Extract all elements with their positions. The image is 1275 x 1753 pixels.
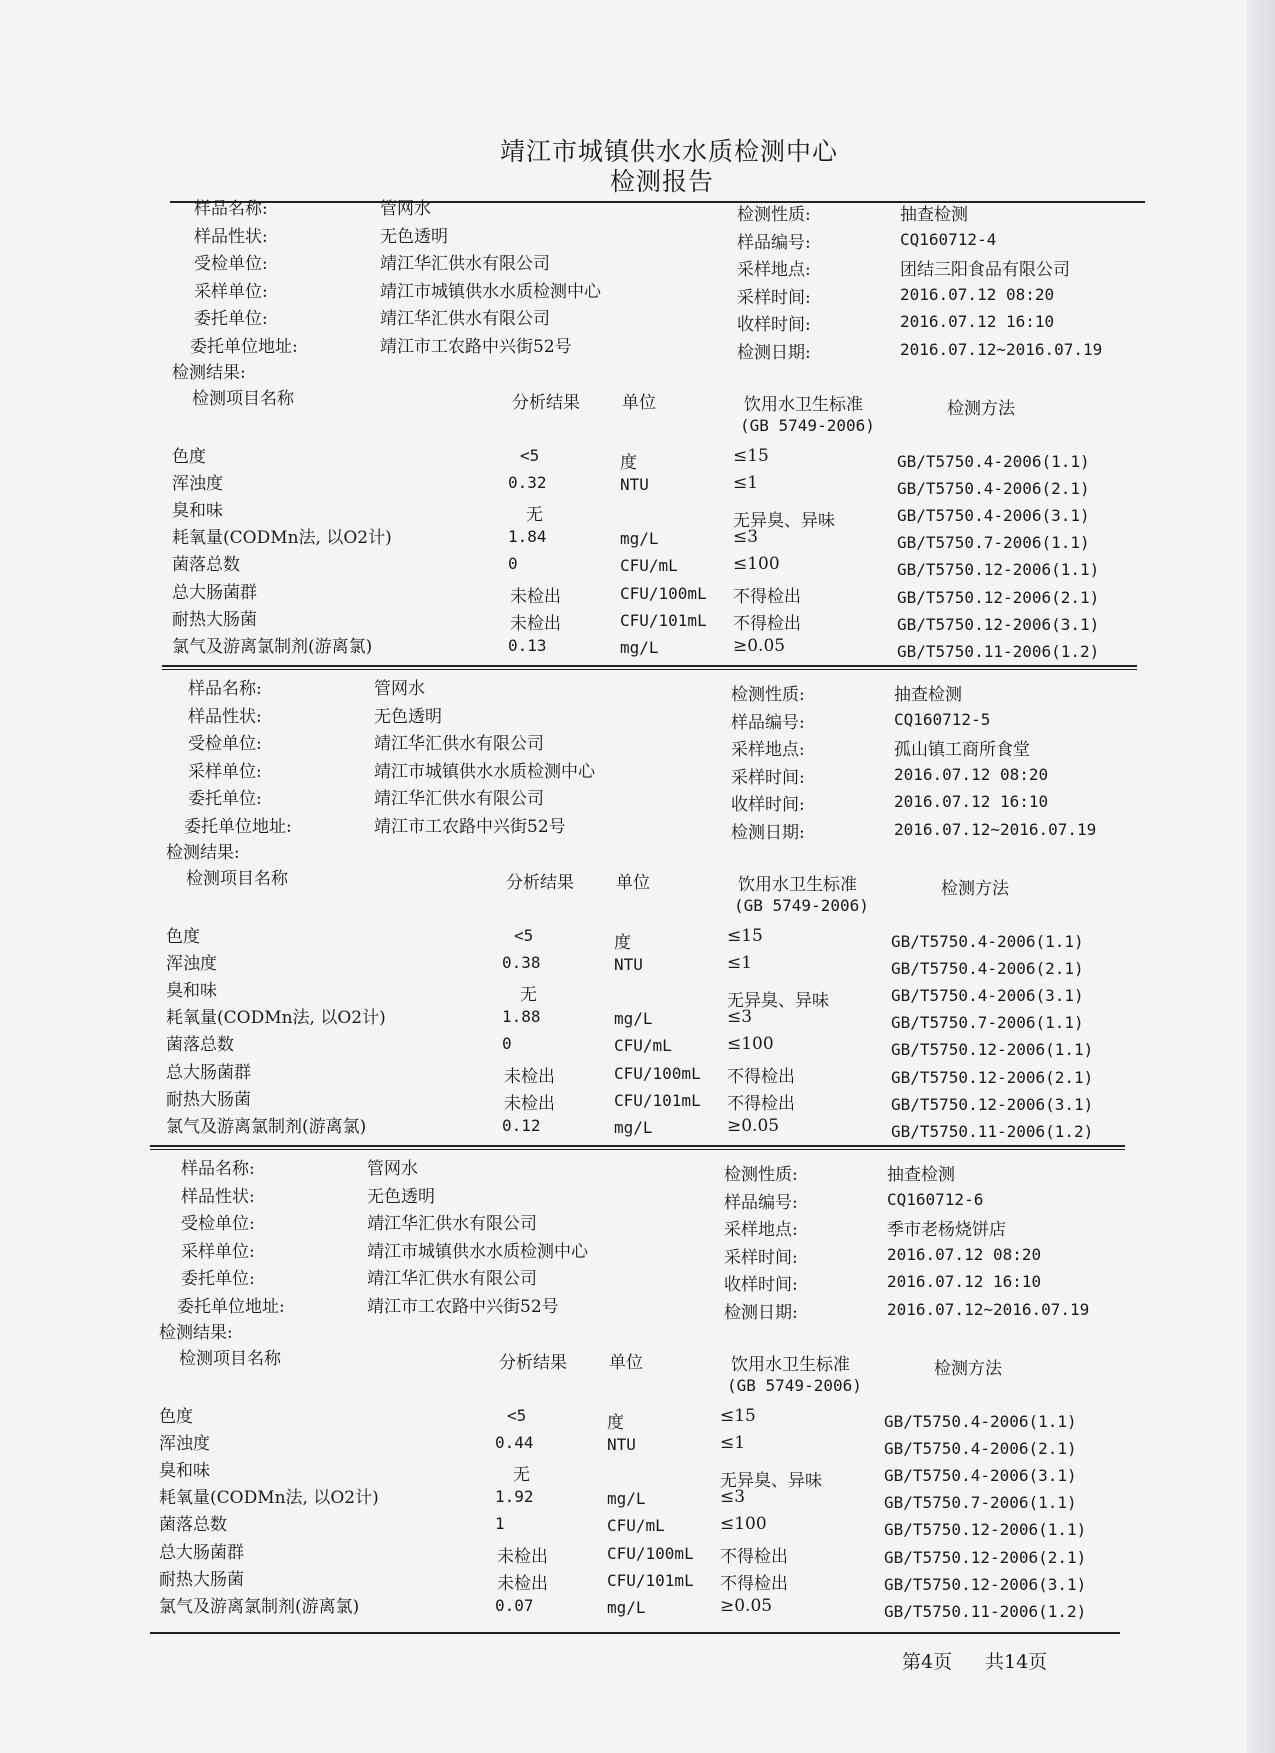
item-standard: 不得检出 bbox=[727, 1093, 795, 1114]
item-unit: CFU/101mL bbox=[607, 1570, 694, 1590]
value-sample-name: 管网水 bbox=[380, 199, 431, 219]
item-unit: CFU/mL bbox=[620, 556, 678, 576]
item-standard: ≤1 bbox=[733, 472, 759, 493]
item-result: 无 bbox=[520, 985, 537, 1005]
item-unit: NTU bbox=[614, 954, 643, 974]
label-sample-state: 样品性状: bbox=[194, 226, 268, 247]
item-unit: NTU bbox=[607, 1434, 636, 1454]
label-test-nature: 检测性质: bbox=[731, 685, 805, 705]
value-receiving-time: 2016.07.12 16:10 bbox=[900, 312, 1055, 332]
value-client-unit: 靖江华汇供水有限公司 bbox=[367, 1269, 537, 1290]
column-header-method: 检测方法 bbox=[947, 398, 1015, 419]
item-result: 未检出 bbox=[510, 613, 561, 634]
item-method: GB/T5750.11-2006(1.2) bbox=[891, 1122, 1094, 1141]
item-unit: CFU/101mL bbox=[620, 610, 707, 630]
item-standard: ≤3 bbox=[720, 1487, 746, 1508]
item-standard: ≤100 bbox=[720, 1514, 767, 1535]
item-name: 菌落总数 bbox=[172, 555, 240, 576]
value-sampling-time: 2016.07.12 08:20 bbox=[900, 284, 1055, 304]
label-receiving-time: 收样时间: bbox=[731, 795, 805, 816]
item-name: 氯气及游离氯制剂(游离氯) bbox=[172, 637, 373, 657]
label-sample-state: 样品性状: bbox=[188, 706, 262, 727]
column-header-standard: 饮用水卫生标准 bbox=[738, 874, 857, 895]
item-method: GB/T5750.4-2006(2.1) bbox=[891, 958, 1084, 978]
item-result: 1 bbox=[495, 1514, 505, 1534]
item-name: 耗氧量(CODMn法, 以O2计) bbox=[159, 1488, 379, 1509]
item-standard: 不得检出 bbox=[720, 1546, 788, 1567]
column-header-item: 检测项目名称 bbox=[186, 868, 288, 889]
item-method: GB/T5750.11-2006(1.2) bbox=[897, 642, 1100, 661]
value-inspected-unit: 靖江华汇供水有限公司 bbox=[374, 734, 544, 755]
column-header-unit: 单位 bbox=[616, 872, 650, 893]
item-name: 菌落总数 bbox=[159, 1515, 227, 1536]
item-name: 浑浊度 bbox=[159, 1433, 210, 1454]
value-test-nature: 抽查检测 bbox=[894, 685, 962, 705]
value-sample-name: 管网水 bbox=[374, 679, 425, 699]
value-sampling-site: 孤山镇工商所食堂 bbox=[894, 740, 1030, 761]
item-standard: 不得检出 bbox=[733, 586, 801, 607]
column-header-standard: 饮用水卫生标准 bbox=[731, 1354, 850, 1375]
label-client-unit: 委托单位: bbox=[188, 789, 262, 810]
value-client-address: 靖江市工农路中兴街52号 bbox=[380, 337, 572, 357]
column-header-method: 检测方法 bbox=[941, 878, 1009, 899]
value-test-nature: 抽查检测 bbox=[900, 205, 968, 225]
item-name: 耐热大肠菌 bbox=[159, 1569, 244, 1590]
item-result: 未检出 bbox=[504, 1093, 555, 1114]
column-header-standard-sub: (GB 5749-2006) bbox=[734, 895, 869, 915]
label-sample-name: 样品名称: bbox=[194, 199, 268, 219]
label-receiving-time: 收样时间: bbox=[737, 315, 811, 336]
block-separator bbox=[162, 665, 1137, 667]
label-sampling-time: 采样时间: bbox=[737, 287, 811, 308]
item-name: 耗氧量(CODMn法, 以O2计) bbox=[172, 528, 392, 549]
item-result: 0.32 bbox=[508, 472, 547, 492]
value-client-unit: 靖江华汇供水有限公司 bbox=[374, 789, 544, 810]
label-sampling-time: 采样时间: bbox=[731, 767, 805, 788]
item-name: 总大肠菌群 bbox=[159, 1542, 244, 1563]
label-inspected-unit: 受检单位: bbox=[181, 1214, 255, 1235]
item-result: 1.92 bbox=[495, 1487, 534, 1507]
item-name: 菌落总数 bbox=[166, 1035, 234, 1056]
item-name: 色度 bbox=[166, 926, 200, 947]
label-client-address: 委托单位地址: bbox=[190, 337, 298, 357]
label-sample-name: 样品名称: bbox=[188, 679, 262, 699]
column-header-result: 分析结果 bbox=[499, 1352, 567, 1373]
column-header-standard-sub: (GB 5749-2006) bbox=[727, 1375, 862, 1395]
value-client-address: 靖江市工农路中兴街52号 bbox=[374, 817, 566, 837]
item-unit: CFU/100mL bbox=[614, 1063, 701, 1083]
item-unit: mg/L bbox=[620, 529, 659, 549]
value-client-unit: 靖江华汇供水有限公司 bbox=[380, 309, 550, 330]
block-separator bbox=[150, 1149, 1125, 1150]
item-standard: ≤100 bbox=[733, 554, 780, 575]
item-method: GB/T5750.7-2006(1.1) bbox=[891, 1013, 1084, 1033]
item-standard: ≤15 bbox=[727, 925, 763, 946]
item-result: 无 bbox=[526, 505, 543, 525]
item-result: 0.13 bbox=[508, 636, 547, 655]
item-standard: 无异臭、异味 bbox=[733, 511, 835, 531]
column-header-unit: 单位 bbox=[622, 392, 656, 413]
item-name: 浑浊度 bbox=[166, 953, 217, 974]
value-sampling-time: 2016.07.12 08:20 bbox=[887, 1244, 1042, 1264]
item-method: GB/T5750.12-2006(3.1) bbox=[891, 1094, 1094, 1114]
column-header-item: 检测项目名称 bbox=[179, 1348, 281, 1369]
value-sampling-unit: 靖江市城镇供水水质检测中心 bbox=[380, 281, 601, 302]
label-test-date: 检测日期: bbox=[731, 823, 805, 843]
value-sampling-site: 团结三阳食品有限公司 bbox=[900, 260, 1070, 281]
item-unit: mg/L bbox=[607, 1598, 646, 1617]
item-name: 臭和味 bbox=[159, 1461, 210, 1481]
item-standard: ≤3 bbox=[733, 527, 759, 548]
item-result: 0.07 bbox=[495, 1596, 534, 1615]
item-unit: mg/L bbox=[614, 1009, 653, 1029]
label-sample-no: 样品编号: bbox=[737, 232, 811, 253]
block-separator bbox=[162, 669, 1137, 670]
label-client-unit: 委托单位: bbox=[181, 1269, 255, 1290]
item-result: 0.12 bbox=[502, 1116, 541, 1135]
item-result: 未检出 bbox=[504, 1066, 555, 1087]
page-number: 第4页 bbox=[902, 1651, 953, 1673]
item-result: 0 bbox=[508, 554, 518, 574]
item-name: 浑浊度 bbox=[172, 473, 223, 494]
value-sample-no: CQ160712-6 bbox=[887, 1189, 984, 1209]
item-method: GB/T5750.4-2006(1.1) bbox=[891, 931, 1084, 951]
item-result: 未检出 bbox=[510, 586, 561, 607]
column-header-item: 检测项目名称 bbox=[192, 388, 294, 409]
item-name: 耗氧量(CODMn法, 以O2计) bbox=[166, 1008, 386, 1029]
item-unit: mg/L bbox=[620, 638, 659, 657]
block-separator bbox=[170, 201, 1145, 203]
label-test-nature: 检测性质: bbox=[737, 205, 811, 225]
item-result: 未检出 bbox=[497, 1546, 548, 1567]
value-sample-name: 管网水 bbox=[367, 1159, 418, 1179]
label-client-unit: 委托单位: bbox=[194, 309, 268, 330]
item-name: 色度 bbox=[159, 1406, 193, 1427]
label-sampling-unit: 采样单位: bbox=[194, 281, 268, 302]
value-sample-no: CQ160712-5 bbox=[894, 709, 991, 729]
item-standard: ≤1 bbox=[720, 1432, 746, 1453]
label-receiving-time: 收样时间: bbox=[724, 1275, 798, 1296]
results-label: 检测结果: bbox=[159, 1322, 233, 1343]
label-sampling-time: 采样时间: bbox=[724, 1247, 798, 1268]
value-inspected-unit: 靖江华汇供水有限公司 bbox=[380, 254, 550, 275]
item-method: GB/T5750.12-2006(3.1) bbox=[897, 614, 1100, 634]
item-method: GB/T5750.4-2006(3.1) bbox=[891, 986, 1084, 1005]
label-client-address: 委托单位地址: bbox=[184, 817, 292, 837]
item-method: GB/T5750.12-2006(1.1) bbox=[884, 1520, 1087, 1540]
item-unit: NTU bbox=[620, 474, 649, 494]
label-sample-state: 样品性状: bbox=[181, 1186, 255, 1207]
item-standard: ≤15 bbox=[720, 1405, 756, 1426]
value-test-date: 2016.07.12~2016.07.19 bbox=[887, 1300, 1090, 1319]
item-result: <5 bbox=[507, 1405, 527, 1425]
value-test-nature: 抽查检测 bbox=[887, 1165, 955, 1185]
item-result: 0 bbox=[502, 1034, 512, 1054]
item-name: 氯气及游离氯制剂(游离氯) bbox=[159, 1597, 360, 1617]
results-label: 检测结果: bbox=[172, 362, 246, 383]
column-header-method: 检测方法 bbox=[934, 1358, 1002, 1379]
item-method: GB/T5750.4-2006(2.1) bbox=[897, 478, 1090, 498]
item-unit: 度 bbox=[607, 1412, 624, 1433]
item-method: GB/T5750.11-2006(1.2) bbox=[884, 1602, 1087, 1621]
column-header-result: 分析结果 bbox=[506, 872, 574, 893]
item-name: 色度 bbox=[172, 446, 206, 467]
value-client-address: 靖江市工农路中兴街52号 bbox=[367, 1297, 559, 1317]
label-sampling-unit: 采样单位: bbox=[188, 761, 262, 782]
item-standard: ≥0.05 bbox=[733, 636, 786, 656]
label-sampling-unit: 采样单位: bbox=[181, 1241, 255, 1262]
label-sampling-site: 采样地点: bbox=[737, 260, 811, 281]
item-result: <5 bbox=[520, 445, 540, 465]
item-unit: 度 bbox=[614, 932, 631, 953]
value-sample-state: 无色透明 bbox=[367, 1186, 435, 1207]
item-method: GB/T5750.12-2006(2.1) bbox=[884, 1547, 1087, 1567]
item-standard: ≥0.05 bbox=[727, 1116, 780, 1136]
item-standard: ≤1 bbox=[727, 952, 753, 973]
item-standard: 不得检出 bbox=[733, 613, 801, 634]
value-test-date: 2016.07.12~2016.07.19 bbox=[900, 340, 1103, 359]
item-name: 总大肠菌群 bbox=[166, 1062, 251, 1083]
value-receiving-time: 2016.07.12 16:10 bbox=[887, 1272, 1042, 1292]
item-unit: CFU/mL bbox=[607, 1516, 665, 1536]
item-unit: mg/L bbox=[607, 1489, 646, 1509]
item-method: GB/T5750.12-2006(3.1) bbox=[884, 1574, 1087, 1594]
item-standard: ≤100 bbox=[727, 1034, 774, 1055]
item-method: GB/T5750.12-2006(2.1) bbox=[897, 587, 1100, 607]
block-separator bbox=[150, 1145, 1125, 1147]
report-title: 靖江市城镇供水水质检测中心 bbox=[500, 137, 839, 166]
item-result: 1.84 bbox=[508, 527, 547, 547]
item-result: 未检出 bbox=[497, 1573, 548, 1594]
column-header-unit: 单位 bbox=[609, 1352, 643, 1373]
label-sample-no: 样品编号: bbox=[731, 712, 805, 733]
item-unit: CFU/mL bbox=[614, 1036, 672, 1056]
item-name: 总大肠菌群 bbox=[172, 582, 257, 603]
label-inspected-unit: 受检单位: bbox=[188, 734, 262, 755]
label-sample-no: 样品编号: bbox=[724, 1192, 798, 1213]
item-name: 耐热大肠菌 bbox=[166, 1089, 251, 1110]
item-name: 氯气及游离氯制剂(游离氯) bbox=[166, 1117, 367, 1137]
label-test-date: 检测日期: bbox=[724, 1303, 798, 1323]
label-client-address: 委托单位地址: bbox=[177, 1297, 285, 1317]
item-result: 0.44 bbox=[495, 1432, 534, 1452]
label-sampling-site: 采样地点: bbox=[731, 740, 805, 761]
bottom-rule bbox=[150, 1632, 1120, 1634]
item-result: <5 bbox=[514, 925, 534, 945]
item-method: GB/T5750.12-2006(1.1) bbox=[897, 560, 1100, 580]
item-method: GB/T5750.7-2006(1.1) bbox=[897, 533, 1090, 553]
value-receiving-time: 2016.07.12 16:10 bbox=[894, 792, 1049, 812]
results-label: 检测结果: bbox=[166, 842, 240, 863]
item-method: GB/T5750.12-2006(2.1) bbox=[891, 1067, 1094, 1087]
label-inspected-unit: 受检单位: bbox=[194, 254, 268, 275]
label-sampling-site: 采样地点: bbox=[724, 1220, 798, 1241]
item-result: 无 bbox=[513, 1465, 530, 1485]
item-result: 0.38 bbox=[502, 952, 541, 972]
column-header-result: 分析结果 bbox=[512, 392, 580, 413]
value-sampling-time: 2016.07.12 08:20 bbox=[894, 764, 1049, 784]
item-method: GB/T5750.4-2006(3.1) bbox=[897, 506, 1090, 525]
value-inspected-unit: 靖江华汇供水有限公司 bbox=[367, 1214, 537, 1235]
value-sampling-unit: 靖江市城镇供水水质检测中心 bbox=[367, 1241, 588, 1262]
item-unit: CFU/100mL bbox=[620, 583, 707, 603]
value-test-date: 2016.07.12~2016.07.19 bbox=[894, 820, 1097, 839]
item-name: 臭和味 bbox=[166, 981, 217, 1001]
label-test-nature: 检测性质: bbox=[724, 1165, 798, 1185]
item-method: GB/T5750.12-2006(1.1) bbox=[891, 1040, 1094, 1060]
item-standard: ≤3 bbox=[727, 1007, 753, 1028]
item-unit: mg/L bbox=[614, 1118, 653, 1137]
item-standard: ≤15 bbox=[733, 445, 769, 466]
value-sampling-unit: 靖江市城镇供水水质检测中心 bbox=[374, 761, 595, 782]
page-total: 共14页 bbox=[985, 1651, 1048, 1673]
item-method: GB/T5750.4-2006(1.1) bbox=[884, 1411, 1077, 1431]
item-unit: CFU/100mL bbox=[607, 1543, 694, 1563]
item-name: 耐热大肠菌 bbox=[172, 609, 257, 630]
item-standard: 无异臭、异味 bbox=[720, 1471, 822, 1491]
item-standard: 不得检出 bbox=[727, 1066, 795, 1087]
label-test-date: 检测日期: bbox=[737, 343, 811, 363]
value-sample-state: 无色透明 bbox=[374, 706, 442, 727]
item-method: GB/T5750.4-2006(1.1) bbox=[897, 451, 1090, 471]
report-subtitle: 检测报告 bbox=[610, 167, 715, 196]
item-result: 1.88 bbox=[502, 1007, 541, 1027]
label-sample-name: 样品名称: bbox=[181, 1159, 255, 1179]
item-method: GB/T5750.4-2006(2.1) bbox=[884, 1438, 1077, 1458]
item-standard: ≥0.05 bbox=[720, 1596, 773, 1616]
item-name: 臭和味 bbox=[172, 501, 223, 521]
item-unit: 度 bbox=[620, 452, 637, 473]
item-standard: 无异臭、异味 bbox=[727, 991, 829, 1011]
item-unit: CFU/101mL bbox=[614, 1090, 701, 1110]
item-method: GB/T5750.7-2006(1.1) bbox=[884, 1493, 1077, 1513]
column-header-standard-sub: (GB 5749-2006) bbox=[740, 415, 875, 435]
column-header-standard: 饮用水卫生标准 bbox=[744, 394, 863, 415]
value-sample-state: 无色透明 bbox=[380, 226, 448, 247]
value-sampling-site: 季市老杨烧饼店 bbox=[887, 1220, 1006, 1241]
item-standard: 不得检出 bbox=[720, 1573, 788, 1594]
item-method: GB/T5750.4-2006(3.1) bbox=[884, 1466, 1077, 1485]
value-sample-no: CQ160712-4 bbox=[900, 229, 997, 249]
